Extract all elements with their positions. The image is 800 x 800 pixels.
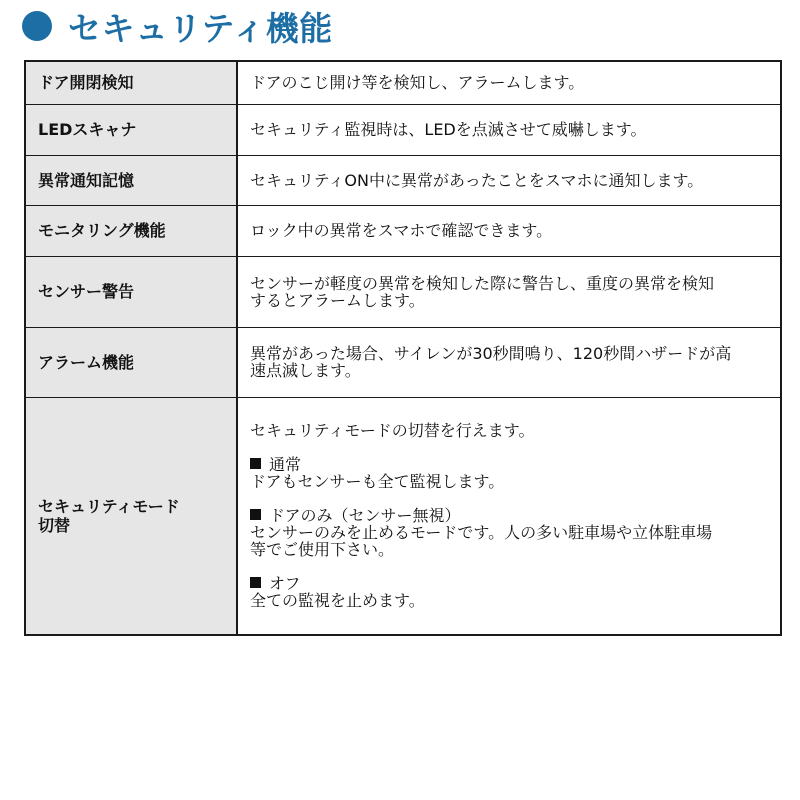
description-line: ロック中の異常をスマホで確認できます。 [250, 221, 553, 240]
mode-heading [250, 507, 772, 524]
feature-description [237, 155, 781, 205]
feature-label-line: 切替 [38, 515, 71, 535]
square-bullet-icon [250, 509, 261, 520]
mode-heading [250, 575, 772, 592]
feature-label: ドア開閉検知 [25, 61, 237, 104]
feature-description [237, 104, 781, 155]
description-line: セキュリティ監視時は、LEDを点滅させて威嚇します。 [250, 120, 647, 139]
table-row [25, 61, 781, 104]
description-line: セキュリティON中に異常があったことをスマホに通知します。 [250, 170, 704, 190]
square-bullet-icon [250, 577, 261, 588]
page-header [22, 4, 333, 48]
description-line: 速点滅します。 [250, 361, 361, 380]
feature-description [237, 205, 781, 256]
description-line: するとアラームします。 [250, 290, 425, 310]
table-row [25, 104, 781, 155]
table-row [25, 205, 781, 256]
square-bullet-icon [250, 458, 261, 469]
description-line: 全ての監視を止めます。 [250, 591, 425, 611]
table-row [25, 327, 781, 397]
description-line: センサーのみを止めるモードです。人の多い駐車場や立体駐車場 [250, 523, 713, 543]
table-row [25, 155, 781, 205]
description-line: 等でご使用下さい。 [250, 540, 395, 560]
page-title: セキュリティ機能 [68, 8, 333, 48]
description-line: センサーが軽度の異常を検知した際に警告し、重度の異常を検知 [250, 273, 715, 293]
mode-heading-text: ドアのみ（センサー無視） [269, 506, 461, 526]
bullet-dot-icon [22, 11, 52, 41]
security-features-table [24, 60, 782, 636]
description-line: ドアもセンサーも全て監視します。 [250, 472, 505, 492]
mode-heading [250, 456, 772, 473]
feature-label [25, 397, 237, 635]
feature-label-line: セキュリティモード [38, 496, 180, 516]
feature-label: モニタリング機能 [25, 205, 237, 256]
feature-description [237, 256, 781, 327]
feature-label: アラーム機能 [25, 327, 237, 397]
feature-description [237, 327, 781, 397]
table-row [25, 397, 781, 635]
mode-intro: セキュリティモードの切替を行えます。 [250, 421, 535, 441]
feature-description [237, 61, 781, 104]
mode-heading-text: 通常 [269, 455, 302, 475]
description-line: ドアのこじ開け等を検知し、アラームします。 [250, 73, 585, 93]
feature-label: LEDスキャナ [25, 104, 237, 155]
mode-heading-text: オフ [269, 574, 301, 594]
feature-label: 異常通知記憶 [25, 155, 237, 205]
feature-label: センサー警告 [25, 256, 237, 327]
table-row [25, 256, 781, 327]
description-line: 異常があった場合、サイレンが30秒間鳴り、120秒間ハザードが高 [250, 344, 732, 363]
feature-description [237, 397, 781, 635]
